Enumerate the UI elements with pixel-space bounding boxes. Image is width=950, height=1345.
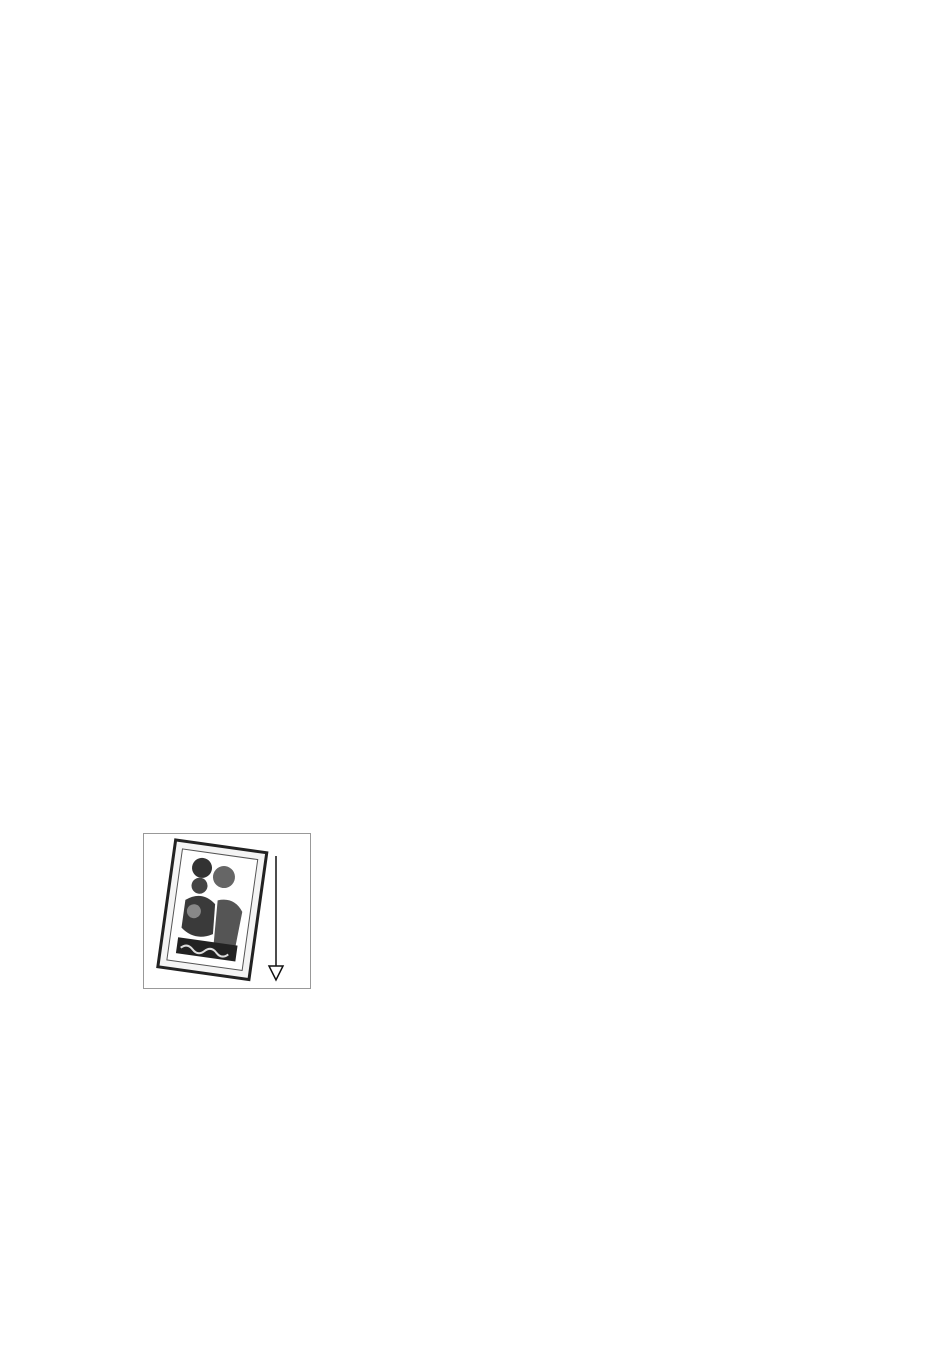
tilted-picture-illustration: [144, 834, 310, 988]
new-year-picture-figure: [143, 833, 311, 989]
